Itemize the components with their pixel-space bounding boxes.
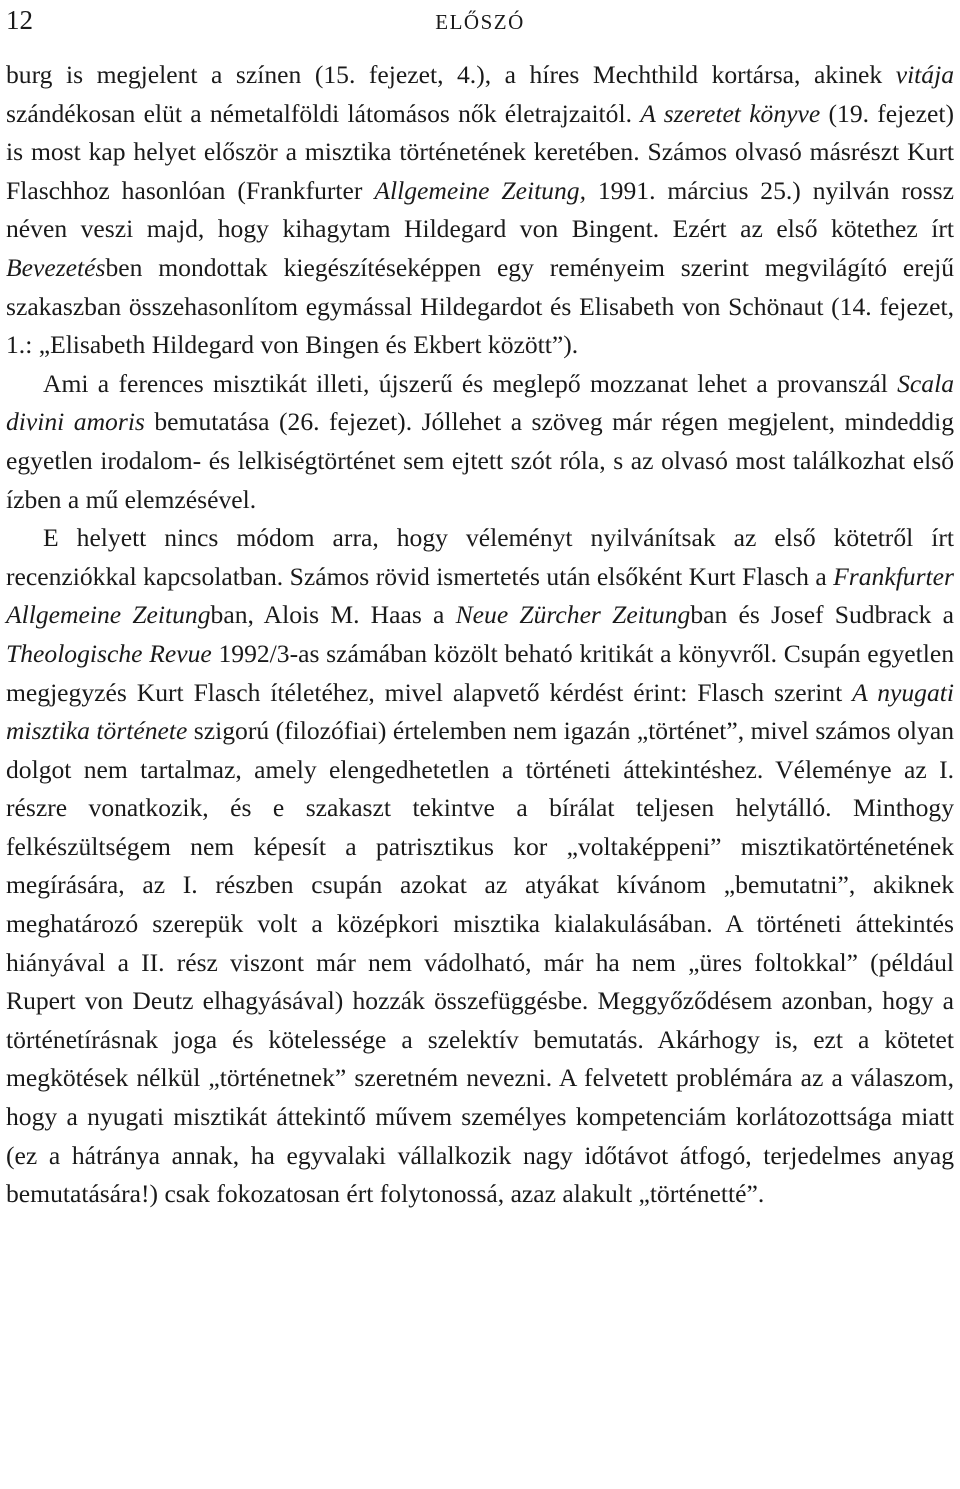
text-run: ben mondottak kiegészítéseképpen egy reményeim szerint megvilágító erejű szakaszban összehasonlítom egymással Hildegardot és Elisabeth von Schönaut (14. fejezet, 1.: „Elisabeth Hildegard von Bingen és Ekbert között”). [6,252,954,360]
text-run: burg is megjelent a színen (15. fejezet, 4.), a híres Mechthild kortársa, akinek [6,60,896,89]
italic-text: Frankfurter Allgemeine Zeitung [6,561,954,630]
italic-text: Allgemeine Zeitung, [374,175,586,205]
text-run: ban, Alois M. Haas a [210,600,456,630]
page-header [6,4,954,36]
paragraph [6,56,954,365]
text-run: szándékosan elüt a németalföldi látomásos nők életrajzaitól. [6,98,641,128]
text-run: szigorú (filozófiai) értelemben nem igazán „történet”, mivel számos olyan dolgot nem tartalmaz, amely elengedhetetlen a történeti áttekintéshez. Véleménye az I. részre vonatkozik, és e szakaszt tekintve a bírálat teljesen helytálló. Minthogy felkészültségem nem képesít a patrisztikus kor „voltaképpeni” misztikatörténetének megírására, az I. részben csupán azokat az atyákat kívánom „bemutatni”, akiknek meghatározó szerepük volt a középkori misztika kialakulásában. A történeti áttekintés hiányával a II. rész viszont már nem vádolható, már ha nem „üres foltokkal” (például Rupert von Deutz elhagyásával) hozzák összefüggésbe. Meggyőződésem azonban, hogy a történetírásnak joga és kötelessége a szelektív bemutatás. Akárhogy is, ezt a kötetet megkötések nélkül „történetnek” szeretném nevezni. A felvetett problémára az a válaszom, hogy a nyugati misztikát áttekintő művem személyes kompetenciám korlátozottsága miatt (ez a hátránya annak, ha egyvalaki vállalkozik nagy időtávot átfogó, terjedelmes anyag bemutatására!) csak fokozatosan ért folytonossá, azaz alakult „történetté”. [6,716,954,1209]
italic-text: Scala divini amoris [6,368,954,437]
text-run: ban és Josef Sudbrack a [690,600,954,630]
paragraph [6,365,954,519]
text-run: 1991. március 25.) nyilván rossz néven veszi majd, hogy kihagytam Hildegard von Bingent. Ezért az első kötethez írt [6,175,954,244]
page-number: 12 [6,5,33,35]
italic-text: Bevezetés [6,252,106,282]
running-head: ELŐSZÓ [435,10,525,34]
italic-text: A szeretet könyve [640,98,821,128]
italic-text: vitája [895,60,954,89]
italic-text: Theologische Revue [6,638,212,668]
italic-text: Neue Zürcher Zeitung [455,600,691,630]
paragraph [6,519,954,1214]
text-run: (19. fejezet) is most kap helyet először a misztika történetének keretében. Számos olvasó másrészt Kurt Flaschhoz hasonlóan (Frankfurter [6,98,954,205]
text-run: E helyett nincs módom arra, hogy véleményt nyilvánítsak az első kötetről írt recenziókkal kapcsolatban. Számos rövid ismertetés után elsőként Kurt Flasch a [6,523,954,591]
text-run: 1992/3-as számában közölt beható kritikát a könyvről. Csupán egyetlen megjegyzés Kurt Flasch ítéletéhez, mivel alapvető kérdést érint: Flasch szerint [6,638,954,707]
text-run: Ami a ferences misztikát illeti, újszerű és meglepő mozzanat lehet a provanszál [43,368,898,398]
body-text [6,56,954,1214]
italic-text: A nyugati misztika története [6,677,955,746]
text-run: bemutatása (26. fejezet). Jóllehet a szöveg már régen megjelent, mindeddig egyetlen irodalom- és lelkiségtörténet sem ejtett szót róla, s az olvasó most találkozhat első ízben a mű elemzésével. [6,407,954,514]
